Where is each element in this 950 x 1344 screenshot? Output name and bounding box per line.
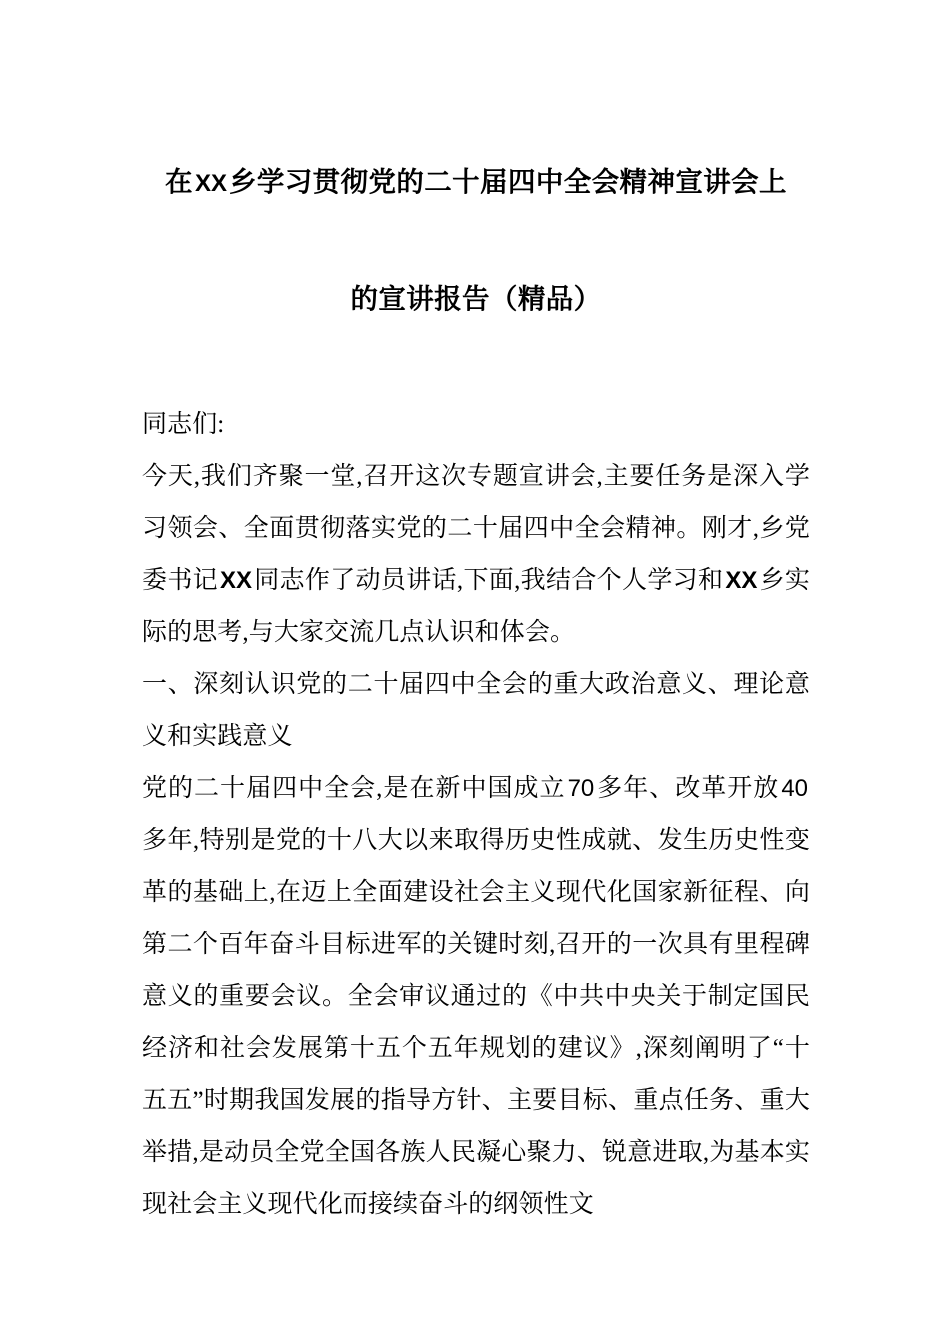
paragraph-opening: 今天,我们齐聚一堂,召开这次专题宣讲会,主要任务是深入学习领会、全面贯彻落实党的二十届四中全会精神。刚才,乡党委书记XX同志作了动员讲话,下面,我结合个人学习和XX乡实际的思考,与大家交流几点认识和体会。 [142, 463, 811, 646]
inline-latin-run: XX [194, 170, 227, 197]
document-body [142, 327, 810, 1231]
document-title-line-2: 的宣讲报告（精品） [350, 283, 602, 314]
salutation: 同志们: [142, 411, 225, 438]
section-1-body: 党的二十届四中全会,是在新中国成立70多年、改革开放40多年,特别是党的十八大以来取得历史性成就、发生历史性变革的基础上,在迈上全面建设社会主义现代化国家新征程、向第二个百年奋斗目标进军的关键时刻,召开的一次具有里程碑意义的重要会议。全会审议通过的《中共中央关于制定国民经济和社会发展第十五个五年规划的建议》,深刻阐明了“十五五”时期我国发展的指导方针、主要目标、重点任务、重大举措,是动员全党全国各族人民凝心聚力、锐意进取,为基本实现社会主义现代化而接续奋斗的纲领性文 [142, 775, 810, 1218]
inline-latin-run: 70 [567, 775, 595, 802]
inline-latin-run: XX [725, 567, 758, 594]
inline-latin-run: XX [220, 567, 253, 594]
section-heading-1: 一、深刻认识党的二十届四中全会的重大政治意义、理论意义和实践意义 [142, 671, 810, 750]
document-title-line-1: 在XX乡学习贯彻党的二十届四中全会精神宣讲会上 [165, 166, 787, 197]
inline-latin-run: 40 [781, 775, 809, 802]
document-content [142, 0, 810, 1231]
